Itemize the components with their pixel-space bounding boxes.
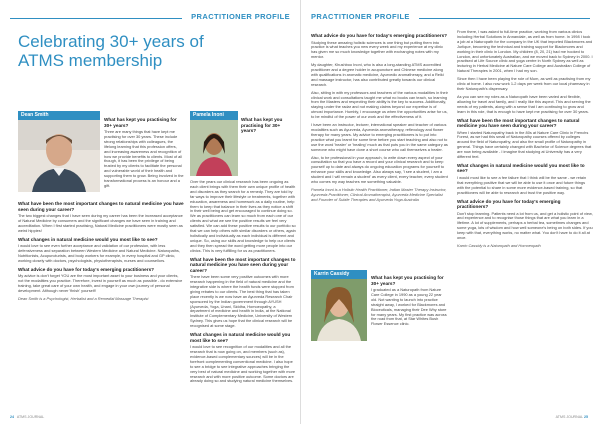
right-footer xyxy=(556,415,590,419)
adv-a5: Also, to be professional in your approach, to write down every aspect of your consultation so that you have a record and your clinical research and to keep yourself up to date and always do ongoing education programs for yourself to enhance your skills and knowledge. Also always say, 'I see a student, I am a student and I will remain a student' as every client, every teacher, every student who comes my way teaches me something valuable. xyxy=(311,154,448,185)
header-rule-right xyxy=(419,18,590,19)
dean-q2: What have been the most important changes to natural medicine you have seen during your career? xyxy=(18,201,184,212)
pamela-a1: Over the years our clinical research has been ongoing as each client brings with them their own unique profile of health and disorders as they search for a remedy. They are told by far ways to improve their lifestyle or treatments, together with education, awareness and homework as a daily routine, help them to keep that balance in their lives as they notice a shift in their well being and get encouraged to continue doing so. We as practitioners can learn so much from each one of our clients and what we see the positive results we feel very satisfied. We can add these positive results to our portfolio so that we can help others with similar disorders or others, again holistically and individually as each individual is different and unique. So, using our skills and knowledge to help our clients and they then spread the word getting more people into our clinics. This is very fulfilling for us as practitioners. xyxy=(190,179,296,253)
article-title: Celebrating 30+ years of ATMS membership xyxy=(18,32,204,70)
dean-name: Dean Smith xyxy=(21,112,49,118)
karrin-name: Karrin Cassidy xyxy=(314,271,350,277)
right-a1: From there, I was asked to full-time practice, working from various clinics including Herbal Solutions in Annandale, as well as from home. In 1998 I took a job at a Naturopath for the company in the UK that imported Blackmores and Jurlique, becoming the technical and training support for Blackmores and working in their clinic in London. My children (8, 20, 21) had me hooked to London, and unfortunately Australian, and we moved back to Sydney in 2000. I practised at Life Source clinic and yoga centre in North Sydney as well as lecturing in Herbal Medicine at Nature Care College and Australian College of Natural Therapies in 2001, when I had my son. xyxy=(457,29,593,74)
pamela-name: Pamela Inoni xyxy=(193,112,224,118)
right-q3: What changes in natural medicine would you most like to see? xyxy=(457,162,585,174)
karrin-cont-col xyxy=(457,30,593,252)
pamela-q3: What changes in natural medicine would you most like to see? xyxy=(190,332,291,343)
dean-col-top xyxy=(104,114,184,192)
right-footer-text: ATMS JOURNAL xyxy=(555,415,583,419)
pamela-signature: Pamela Inoni is a Holistic Health Practitioner, Indian Master Therapy Instructor, Ayurveda Practitioner, Clinical Aromatherapist, Ayurveda Medicine Specialist and Founder of Subtle Therapies and Ayurveda Yoga Australia xyxy=(311,186,447,202)
left-footer xyxy=(10,415,44,419)
dean-name-bar xyxy=(18,111,100,120)
adv-a2: My daughter, Khushboo Inoni, who is also a long-standing ATMS accredited practitioner and a degree holder in acupuncture and Chinese medicine along with qualifications in aromatic medicine, Ayurvedic aromatherapy, and a Reiki and massage instructor, has also contributed greatly towards our clinical research. xyxy=(311,62,444,87)
karrin-name-bar xyxy=(311,270,367,279)
karrin-a1: I graduated as a Naturopath from Nature Care College in 1990 as a young 22 year old. Not wanting to launch into practice straight away, I worked for Blackmores and Bioceuticals, managing their Dee Why store for many years. My first practice was across the road from that, at Star Whites Bush Flower Essence clinic. xyxy=(371,287,447,327)
karrin-q1: What has kept you practising for 30+ years? xyxy=(371,275,444,286)
left-page-number: 24 xyxy=(10,415,14,419)
dean-a3: I would love to see even further acceptance and validation of our profession, with less defensiveness and separation between Western Medicine and Natural Medicine. Naturopaths, Nutritionists, Acupuncturists, and body workers for example, in every hospital and GP clinic, working closely with doctors, psychologists, physiotherapists, nurses and counsellors. xyxy=(18,243,180,263)
pamela-q2: What have been the most important changes to natural medicine you have seen during your career? xyxy=(190,256,296,273)
pamela-name-bar xyxy=(190,111,238,120)
right-a6: Don't stop learning. Patients need a lot from us, and get a holistic point of view, and experience and to recognise those things that are what you learn in a lifetime. A lot of supplements, perhaps a herbal tea, sometimes changes and some yoga, lots of wisdom and how well someone's being on both sides. If you keep with that, everything works, no matter what. You don't have to do it all at once. xyxy=(457,210,593,241)
right-page xyxy=(300,0,600,424)
dean-q4: What advice do you have for today's emerging practitioners? xyxy=(18,266,155,272)
pamela-a2: There have been some very positive outcomes with more research happening in the field of natural medicine and the integrative side is where the health funds were stopped from giving rebates to our clients. The best thing that has taken place recently is we now have an Ayurveda Research Chair sponsored by the Indian government through AYUSH (Ayurveda, Yoga, Unani, Siddha, Homoeopathy, a department of medicine and health in India, at the National Institute of Complementary Medicine, University of Western Sydney. This gives us hope that the clinical research will be recognised at some stage. xyxy=(190,274,294,329)
adv-a1: Studying these amazing holistic sciences is one thing but putting them into practice is what teaches you new every week and my experience at my clinic has given me so much knowledge together with exchanging notes with my mentor. xyxy=(311,39,444,60)
page-header xyxy=(0,12,300,26)
dean-signature: Dean Smith is a Psychologist, Herbalist and a Remedial Massage Therapist xyxy=(18,295,149,301)
left-footer-text: ATMS JOURNAL xyxy=(16,415,45,419)
adv-a3: Also, sitting in with my professors and teachers of the various modalities in their clinical work and consultations taught me what no books can teach, so learning from the Masters and respecting their ability is the key to success. Additionally, staying under the radar and not making claims beyond our expertise is of utmost importance. Humbly, I encourage us when the opportunities arise for us, to be mindful of the power of our work and the effectiveness of it. xyxy=(311,89,448,120)
right-page-number: 25 xyxy=(584,415,588,419)
dean-a4: My advice is don't forget YOU are the most important asset to your business and your clients, not the modalities you practice. Therefore, invest in yourself as much as possible - do extensive training, take great care of your own health, and engage in your own journey of personal development. Although never 'finish' yourself! xyxy=(18,273,183,293)
karrin-col xyxy=(371,272,449,330)
right-a5: I would most like to see a fee failure that I think will be the same - we retain that everything positive that we will be able to use it once and future things with the potential to share in some more evidence-based training, so that practitioners will be able to research and trust the positive way. xyxy=(457,174,587,195)
header-rule xyxy=(10,18,182,19)
right-a4: When I started Naturopathy back in the 80s at Nature Care Clinic in Frenchs Forest, as we had this small of Naturopathy courses offered by colleges around the field of Naturopathy, and also the small profile of Naturopathy in general. Things have certainly changed with Bachelor of Science degrees that are now being available - I imagine that studying at University has a very different feel. xyxy=(457,129,592,160)
dean-q1: What has kept you practising for 30+ years? xyxy=(104,117,177,128)
right-q4: What advice do you have for today's emerging practitioners? xyxy=(457,198,561,210)
dean-col-main xyxy=(18,198,184,305)
pamela-advice-col xyxy=(311,30,449,206)
pamela-a3: I would love to see recognition of our modalities and all the research that is now going on, and members (such as), evidence-based complementary sources) will be in the forefront complementing conventional medicine. I also hope to see a bridge to see integrative approaches bringing the very best of natural medicine and working together with more research and with more positive outcome. Some doctors are already doing so and studying natural medicine themselves. xyxy=(190,344,296,384)
dean-photo xyxy=(18,120,100,192)
pamela-col-main xyxy=(190,180,296,387)
pamela-col-top xyxy=(241,114,296,136)
dean-a1: Three are many things that have kept me practising for over 30 years. These include strong relationships with colleagues, the lifelong learning that this profession offers, and increasing awareness and recognition of how we provide benefits to clients. Most of all though, it has been the privilege of being trusted by my clients to facilitate the personal and vulnerable world of their health and supporting them to grow. Being involved in the transformational process is an honour and a gift. xyxy=(104,129,184,188)
pamela-q1: What has kept you practising for 30+ years? xyxy=(241,117,283,133)
dean-a2: The two biggest changes that I have seen during my career has been the increased acceptance of Natural Medicine by consumers and the significant changes we have seen in training and accreditation. When I first started practising, Natural Medicine practitioners were mostly seen as weird hippies! xyxy=(18,213,183,233)
pamela-photo xyxy=(190,120,238,176)
page-header-right xyxy=(301,12,600,26)
right-q2: What have been the most important changes to natural medicine you have seen during your career? xyxy=(457,117,580,128)
karrin-signature: Karrin Cassidy is a Naturopath and Homoeopath xyxy=(457,243,541,248)
section-tag-right: PRACTITIONER PROFILE xyxy=(311,12,410,21)
section-tag: PRACTITIONER PROFILE xyxy=(191,12,290,21)
karrin-photo xyxy=(311,279,367,341)
adv-a4: I have been an instructor, lecturer, international speaker and teacher of various modalities such as Ayurveda, Ayurveda aromatherapy, reflexology and flower therapy for many years. My advice to emerging practitioners is to put into practice what you learnt for some time before you start teaching and also not to use the word 'healer' or 'healing' much as that puts you in the same category as someone who might have done a short course who call themselves a healer. xyxy=(311,122,448,152)
right-a3: As you can see my roles as a Naturopath have been varied and flexible, allowing for travel and family, and I really like this aspect. This and serving the needs of my patients, along with a sense that I am continuing to grow and learn in this role, that is enough to have kept me practising for over 30 years. xyxy=(457,93,591,114)
right-a2: Since then I have been playing the role of Mum, as well as practising from my clinic at home. I also now work 1-2 days per week from our local pharmacy in their Naturopath's dispensary. xyxy=(457,76,591,91)
adv-q: What advice do you have for today's emerging practitioners? xyxy=(311,33,448,38)
dean-q3: What changes in natural medicine would you most like to see? xyxy=(18,236,158,242)
